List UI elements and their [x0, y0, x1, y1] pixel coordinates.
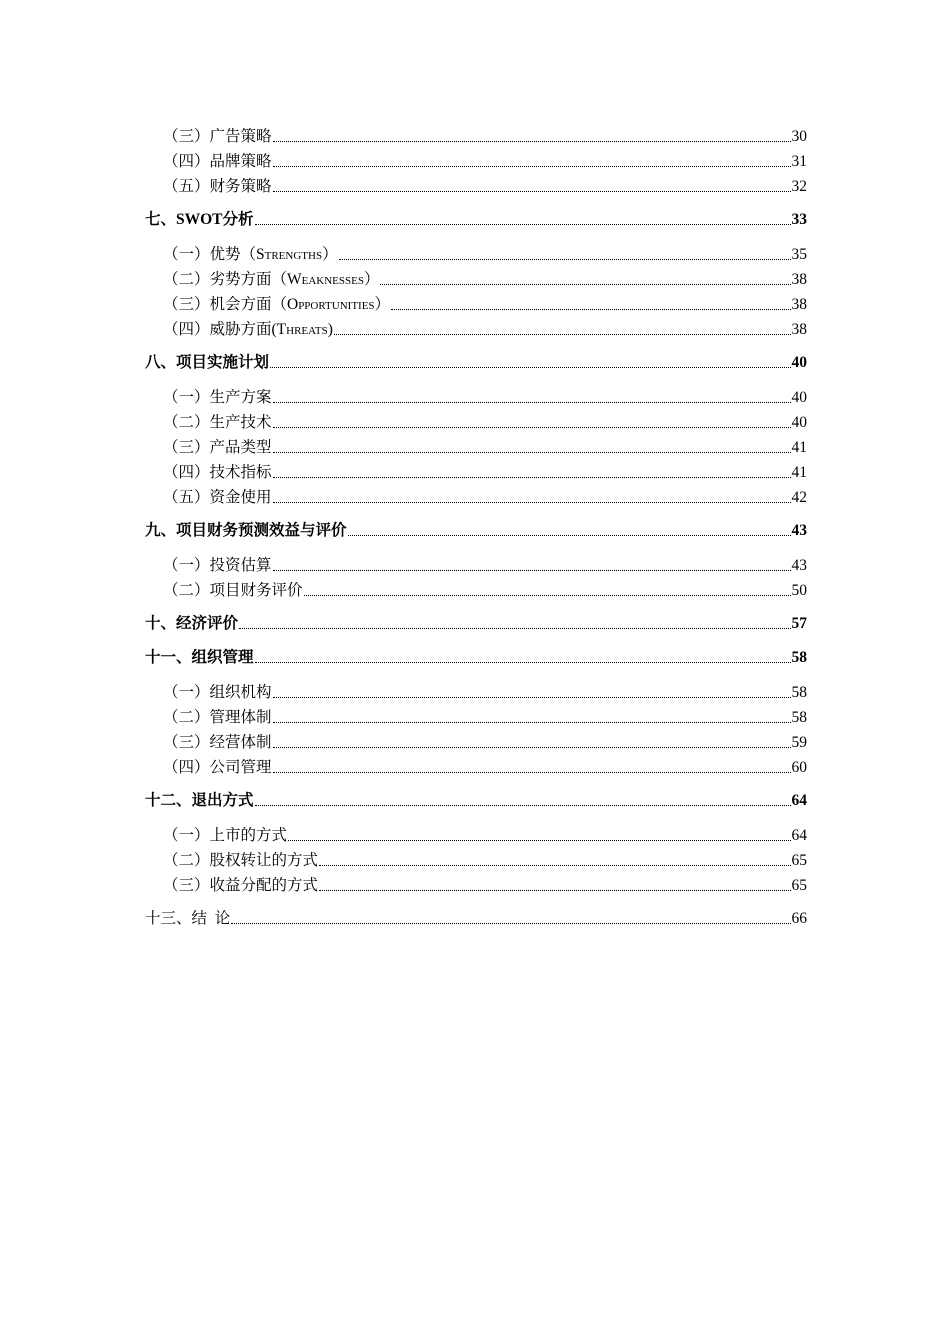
dot-leader [255, 661, 791, 663]
toc-entry-title: （三）产品类型 [163, 439, 272, 456]
toc-entry-title: （五）财务策略 [163, 178, 272, 195]
dot-leader [273, 721, 791, 723]
toc-entry[interactable] [145, 705, 807, 730]
toc-entry-page: 35 [791, 246, 807, 263]
toc-entry[interactable] [145, 730, 807, 755]
toc-entry-page: 60 [791, 759, 807, 776]
toc-entry-page: 41 [791, 439, 807, 456]
toc-entry-page: 65 [791, 877, 807, 894]
toc-chapter[interactable] [145, 789, 807, 813]
toc-entry[interactable] [145, 435, 807, 460]
toc-entry-page: 43 [791, 557, 807, 574]
toc-chapter[interactable] [145, 612, 807, 636]
toc-entry[interactable] [145, 485, 807, 510]
toc-entry-title: （三）广告策略 [163, 128, 272, 145]
dot-leader [270, 366, 790, 368]
toc-entry-page: 30 [791, 128, 807, 145]
toc-entry[interactable] [145, 242, 807, 267]
toc-chapter-page: 43 [791, 522, 807, 539]
toc-chapter-title: 九、项目财务预测效益与评价 [145, 522, 347, 539]
toc-entry[interactable] [145, 848, 807, 873]
toc-chapter[interactable] [145, 907, 807, 931]
toc-entry-title: （一）生产方案 [163, 389, 272, 406]
dot-leader [273, 501, 791, 503]
dot-leader [273, 401, 791, 403]
toc-entry-title: （四）威胁方面(Threats) [163, 321, 333, 338]
toc-entry[interactable] [145, 124, 807, 149]
toc-chapter[interactable] [145, 519, 807, 543]
toc-chapter[interactable] [145, 351, 807, 375]
toc-entry-page: 41 [791, 464, 807, 481]
toc-entry-page: 38 [791, 321, 807, 338]
toc-entry-title: （四）品牌策略 [163, 153, 272, 170]
toc-entry-title: （三）收益分配的方式 [163, 877, 319, 894]
toc-entry[interactable] [145, 317, 807, 342]
toc-entry-page: 40 [791, 414, 807, 431]
toc-entry-title: （二）项目财务评价 [163, 582, 303, 599]
toc-chapter-title: 十、经济评价 [145, 615, 239, 632]
toc-entry-page: 31 [791, 153, 807, 170]
toc-entry[interactable] [145, 755, 807, 780]
toc-chapter[interactable] [145, 646, 807, 670]
dot-leader [273, 746, 791, 748]
dot-leader [231, 922, 790, 924]
toc-entry-title: （一）上市的方式 [163, 827, 288, 844]
toc-entry-title: （一）投资估算 [163, 557, 272, 574]
toc-entry-page: 32 [791, 178, 807, 195]
dot-leader [273, 190, 791, 192]
toc-chapter[interactable] [145, 208, 807, 232]
toc-chapter-page: 57 [791, 615, 807, 632]
toc-entry-page: 58 [791, 684, 807, 701]
dot-leader [319, 889, 790, 891]
toc-entry-page: 38 [791, 271, 807, 288]
dot-leader [273, 140, 791, 142]
toc-chapter-page: 64 [791, 792, 807, 809]
dot-leader [255, 804, 791, 806]
toc-chapter-title: 八、项目实施计划 [145, 354, 270, 371]
toc-chapter-title: 十二、退出方式 [145, 792, 254, 809]
dot-leader [273, 696, 791, 698]
toc-entry[interactable] [145, 149, 807, 174]
toc-chapter-title: 七、SWOT分析 [145, 211, 254, 228]
dot-leader [273, 476, 791, 478]
toc-entry-title: （二）股权转让的方式 [163, 852, 319, 869]
toc-entry-page: 42 [791, 489, 807, 506]
dot-leader [319, 864, 790, 866]
toc-entry-page: 59 [791, 734, 807, 751]
toc-chapter-title: 十一、组织管理 [145, 649, 254, 666]
dot-leader [273, 451, 791, 453]
toc-entry-title: （四）技术指标 [163, 464, 272, 481]
dot-leader [288, 839, 790, 841]
toc-entry-page: 65 [791, 852, 807, 869]
toc-entry-title: （一）组织机构 [163, 684, 272, 701]
toc-entry-page: 38 [791, 296, 807, 313]
toc-entry[interactable] [145, 873, 807, 898]
toc-chapter-page: 40 [791, 354, 807, 371]
dot-leader [304, 594, 791, 596]
toc-entry-page: 50 [791, 582, 807, 599]
toc-entry-title: （二）生产技术 [163, 414, 272, 431]
dot-leader [273, 426, 791, 428]
toc-entry[interactable] [145, 410, 807, 435]
toc-entry[interactable] [145, 680, 807, 705]
toc-entry-title: （一）优势（Strengths） [163, 246, 338, 263]
toc-entry[interactable] [145, 292, 807, 317]
toc-chapter-page: 33 [791, 211, 807, 228]
toc-entry[interactable] [145, 174, 807, 199]
toc-entry-title: （四）公司管理 [163, 759, 272, 776]
toc-entry[interactable] [145, 578, 807, 603]
dot-leader [239, 627, 790, 629]
dot-leader [273, 165, 791, 167]
toc-entry-page: 64 [791, 827, 807, 844]
dot-leader [391, 308, 790, 310]
toc-entry-title: （五）资金使用 [163, 489, 272, 506]
toc-entry-page: 40 [791, 389, 807, 406]
toc-entry[interactable] [145, 385, 807, 410]
toc-entry[interactable] [145, 553, 807, 578]
dot-leader [348, 534, 791, 536]
toc-entry[interactable] [145, 823, 807, 848]
toc-chapter-page: 66 [791, 910, 807, 927]
dot-leader [273, 771, 791, 773]
dot-leader [380, 283, 790, 285]
toc-entry-title: （二）管理体制 [163, 709, 272, 726]
dot-leader [273, 569, 791, 571]
toc-entry-page: 58 [791, 709, 807, 726]
toc-chapter-page: 58 [791, 649, 807, 666]
toc-entry-title: （三）经营体制 [163, 734, 272, 751]
dot-leader [255, 223, 791, 225]
table-of-contents [145, 124, 807, 941]
toc-entry[interactable] [145, 267, 807, 292]
toc-chapter-title: 十三、结 论 [145, 910, 231, 927]
toc-entry-title: （三）机会方面（Opportunities） [163, 296, 391, 313]
dot-leader [334, 333, 791, 335]
toc-entry-title: （二）劣势方面（Weaknesses） [163, 271, 380, 288]
dot-leader [339, 258, 791, 260]
toc-entry[interactable] [145, 460, 807, 485]
